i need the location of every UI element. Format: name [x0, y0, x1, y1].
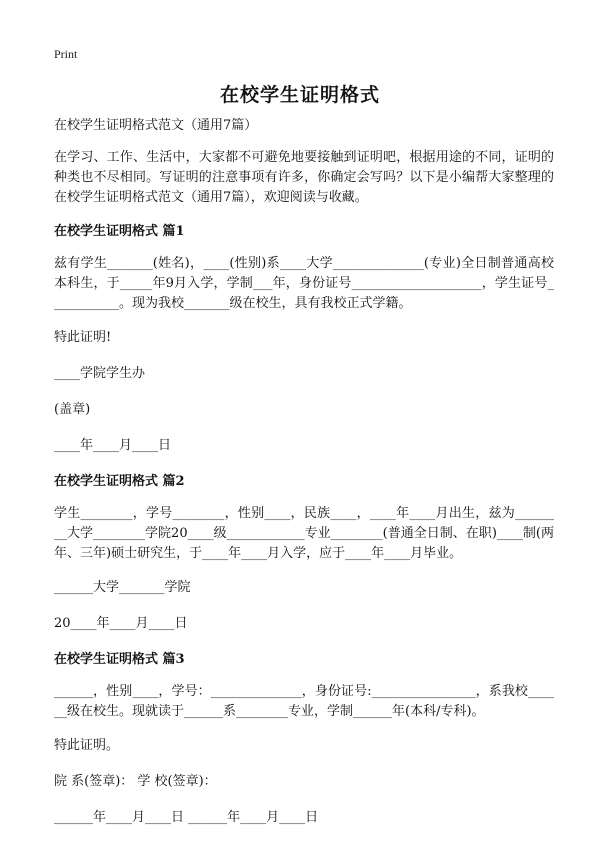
signature-line: 院 系(签章)： 学 校(签章)：	[54, 774, 217, 789]
section-heading: 在校学生证明格式 篇2	[54, 474, 185, 489]
section-body: ______，性别____，学号：______________，身份证号:________________，系我校______级在校生。现就读于______系________专业，学制______年(本科/专科)。	[54, 684, 554, 719]
page-title: 在校学生证明格式	[219, 84, 380, 106]
issuer-line: ______大学_______学院	[54, 580, 191, 595]
section-heading: 在校学生证明格式 篇1	[54, 224, 185, 239]
document-body	[54, 116, 554, 844]
certify-line: 特此证明!	[54, 330, 112, 345]
date-line: ____年____月____日	[54, 438, 172, 453]
section-body: 学生________，学号________，性别____，民族____，____年____月出生，兹为________大学________学院20____级____________专业________(普通全日制、在职)____制(两年、三年)硕士研究生，于____年____月入学，应于____年____月毕业。	[54, 506, 554, 561]
document-subtitle: 在校学生证明格式范文（通用7篇）	[54, 118, 258, 133]
print-label: Print	[54, 47, 78, 61]
section-body: 兹有学生_______(姓名)，____(性别)系____大学______________(专业)全日制普通高校本科生，于_____年9月入学，学制___年，身份证号____________________，学生证号___________。现为我校_______级在校生，具有我校正式学籍。	[54, 256, 554, 311]
date-line: 20____年____月____日	[54, 616, 188, 631]
intro-paragraph: 在学习、工作、生活中，大家都不可避免地要接触到证明吧，根据用途的不同，证明的种类也不尽相同。写证明的注意事项有许多，你确定会写吗？以下是小编帮大家整理的在校学生证明格式范文（通用7篇），欢迎阅读与收藏。	[54, 150, 554, 205]
section-heading: 在校学生证明格式 篇3	[54, 652, 185, 667]
date-line: ______年____月____日 ______年____月____日	[54, 810, 319, 825]
certify-line: 特此证明。	[54, 738, 120, 753]
issuer-line: ____学院学生办	[54, 366, 146, 381]
seal-line: (盖章)	[54, 402, 91, 417]
